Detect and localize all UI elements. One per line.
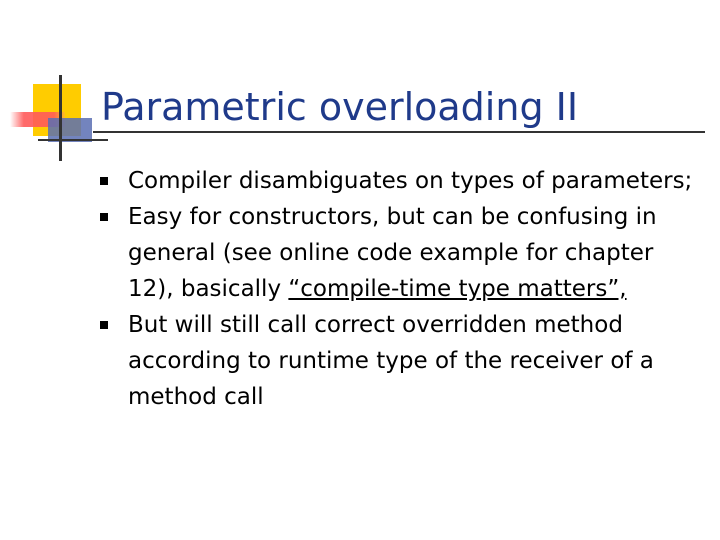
bullet-item bbox=[100, 199, 700, 307]
bullet-text: But will still call correct overridden method according to runtime type of the receiver of a method call bbox=[128, 312, 654, 410]
logo-vertical-line bbox=[59, 75, 62, 161]
bullet-text: Easy for constructors, but can be confusing in general (see online code example for chapter 12), basically bbox=[128, 204, 657, 302]
square-bullet-icon bbox=[100, 177, 108, 185]
bullet-underlined-text: “compile-time type matters”, bbox=[288, 276, 627, 302]
logo-horizontal-line bbox=[38, 139, 108, 141]
bullet-list bbox=[100, 163, 700, 415]
bullet-item bbox=[100, 307, 700, 415]
bullet-text: Compiler disambiguates on types of parameters; bbox=[128, 168, 693, 194]
title-divider-line bbox=[93, 131, 705, 133]
bullet-item bbox=[100, 163, 700, 199]
slide-title: Parametric overloading II bbox=[101, 85, 579, 129]
square-bullet-icon bbox=[100, 213, 108, 221]
square-bullet-icon bbox=[100, 321, 108, 329]
